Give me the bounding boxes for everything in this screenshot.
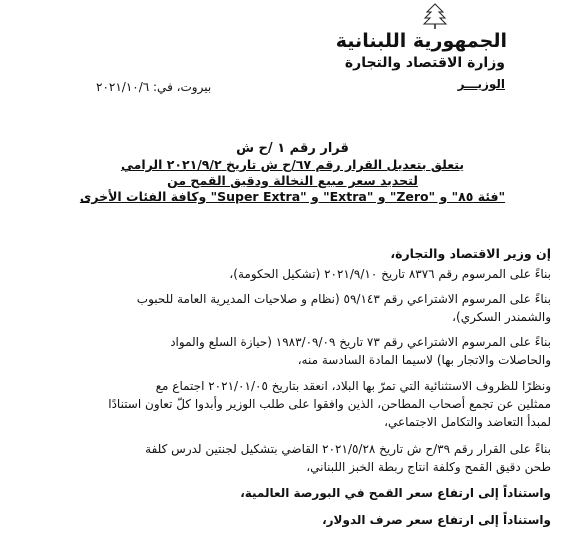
body-line: لمبدأ التعاضد والتكامل الاجتماعي،: [384, 415, 551, 429]
body-line: واستناداً إلى ارتفاع سعر القمح في البورصة العالمية،: [240, 486, 551, 500]
date-line: بيروت، في: ٢٠٢١/١٠/٦: [96, 80, 212, 94]
body-line: بناءً على القرار رقم ٣٩/ح ش تاريخ ٢٠٢١/٥/٢٨ القاضي بتشكيل لجنتين لدرس كلفة: [145, 442, 551, 456]
decision-title-line-3: "فئة ٨٥" و "Zero" و "Extra" و "Super Extra" وكافة الفئات الأخرى: [79, 189, 506, 204]
decision-title-line-1: يتعلق بتعديل القرار رقم ٦٧/ح ش تاريخ ٢٠٢١/٩/٢ الرامي: [120, 157, 465, 172]
decision-title-line-2: لتحديد سعر مبيع النخالة ودقيق القمح من: [167, 173, 418, 188]
body-line: بناءً على المرسوم رقم ٨٣٧٦ تاريخ ٢٠٢١/٩/١٠ (تشكيل الحكومة)،: [229, 267, 551, 281]
intro-line: إن وزير الاقتصاد والتجارة،: [390, 246, 551, 261]
government-name: الجمهورية اللبنانية: [335, 30, 507, 52]
ministry-name: وزارة الاقتصاد والتجارة: [344, 55, 505, 71]
body-line: ممثلين عن تجمع أصحاب المطاحن، الذين وافقوا على طلب الوزير وأبدوا كلّ تعاون استنادًا: [108, 397, 551, 411]
cedar-emblem-icon: [421, 2, 449, 30]
body-line: طحن دقيق القمح وكلفة انتاج ربطة الخبز اللبناني،: [306, 460, 551, 474]
decision-number: قرار رقم ١ /ح ش: [236, 141, 349, 156]
body-line: بناءً على المرسوم الاشتراعي رقم ٥٩/١٤٣ (نظام و صلاحيات المديرية العامة للحبوب: [136, 292, 551, 306]
body-line: والحاصلات والاتجار بها) لاسيما المادة السادسة منه،: [297, 353, 551, 367]
body-line: والشمندر السكري)،: [452, 310, 551, 324]
body-line: بناءً على المرسوم الاشتراعي رقم ٧٣ تاريخ ١٩٨٣/٠٩/٠٩ (حيازة السلع والمواد: [170, 335, 551, 349]
minister-title: الوزيـــر: [457, 77, 505, 91]
body-line: ونظرًا للظروف الاستثنائية التي تمرّ بها البلاد، انعقد بتاريخ ٢٠٢١/٠١/٠٥ اجتماع مع: [155, 379, 551, 393]
body-line: واستناداً إلى ارتفاع سعر صرف الدولار،: [322, 513, 551, 527]
